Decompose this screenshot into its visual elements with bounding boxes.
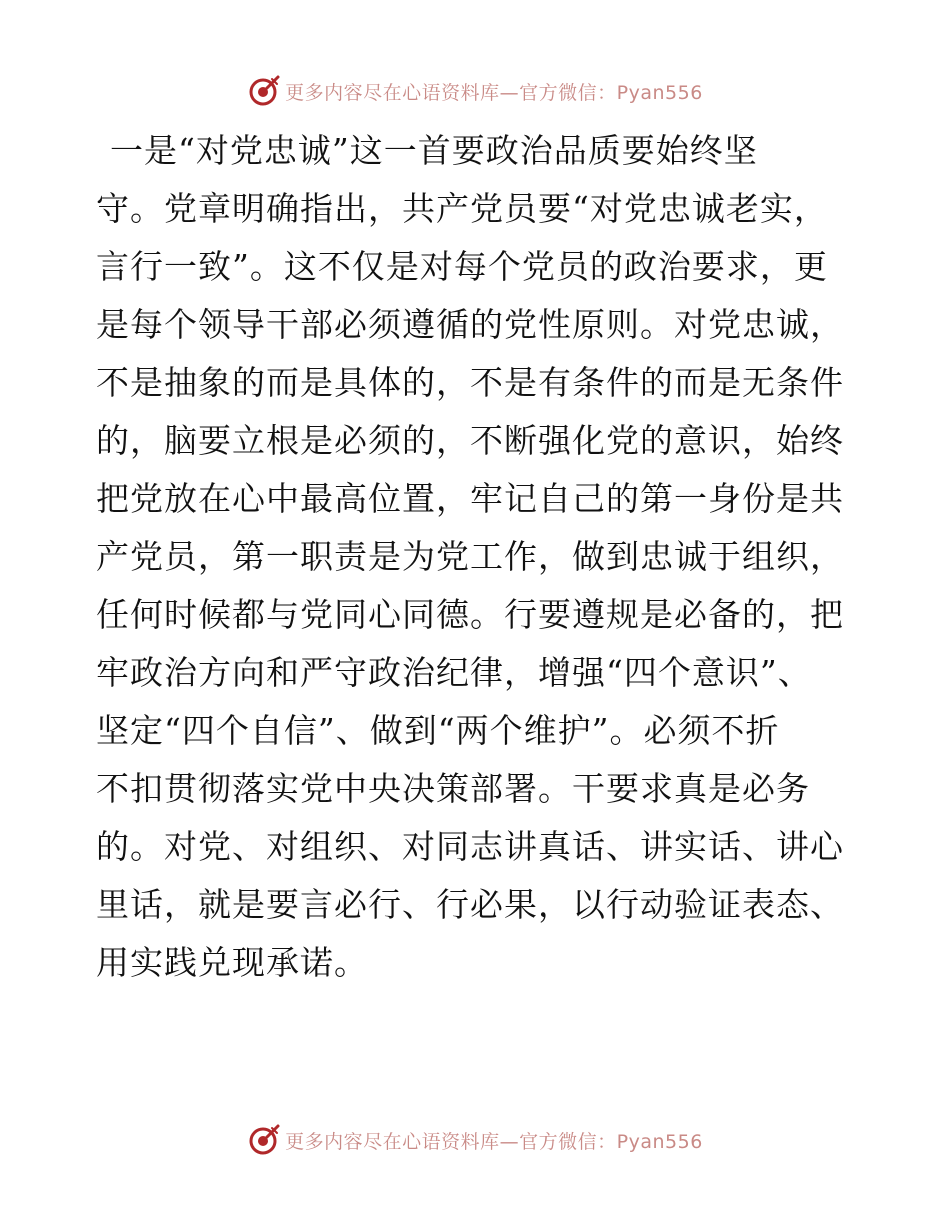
body-line: 的。对党、对组织、对同志讲真话、讲实话、讲心 xyxy=(96,827,844,866)
header-banner xyxy=(0,71,950,111)
footer-banner-text: 更多内容尽在心语资料库—官方微信：Pyan556 xyxy=(285,1130,703,1153)
body-line: 牢政治方向和严守政治纪律，增强“四个意识”、 xyxy=(96,653,812,692)
body-line: 不是抽象的而是具体的，不是有条件的而是无条件 xyxy=(96,363,844,402)
body-line: 坚定“四个自信”、做到“两个维护”。必须不折 xyxy=(96,711,780,750)
body-line: 一是“对党忠诚”这一首要政治品质要始终坚 xyxy=(110,131,758,170)
body-line: 不扣贯彻落实党中央决策部署。干要求真是必务 xyxy=(96,769,810,808)
brush-circle-logo-icon xyxy=(247,74,281,108)
brush-circle-logo-icon xyxy=(247,1123,281,1157)
footer-banner xyxy=(0,1120,950,1160)
body-line: 产党员，第一职责是为党工作，做到忠诚于组织， xyxy=(96,537,844,576)
body-line: 里话，就是要言必行、行必果，以行动验证表态、 xyxy=(96,885,844,924)
body-line: 守。党章明确指出，共产党员要“对党忠诚老实， xyxy=(96,189,828,228)
body-line: 用实践兑现承诺。 xyxy=(96,943,368,982)
body-line: 任何时候都与党同心同德。行要遵规是必备的，把 xyxy=(96,595,844,634)
body-line: 的，脑要立根是必须的，不断强化党的意识，始终 xyxy=(96,421,844,460)
header-banner-text: 更多内容尽在心语资料库—官方微信：Pyan556 xyxy=(285,81,703,104)
body-line: 把党放在心中最高位置，牢记自己的第一身份是共 xyxy=(96,479,844,518)
article-body xyxy=(96,122,856,992)
body-line: 言行一致”。这不仅是对每个党员的政治要求，更 xyxy=(96,247,828,286)
body-line: 是每个领导干部必须遵循的党性原则。对党忠诚， xyxy=(96,305,844,344)
